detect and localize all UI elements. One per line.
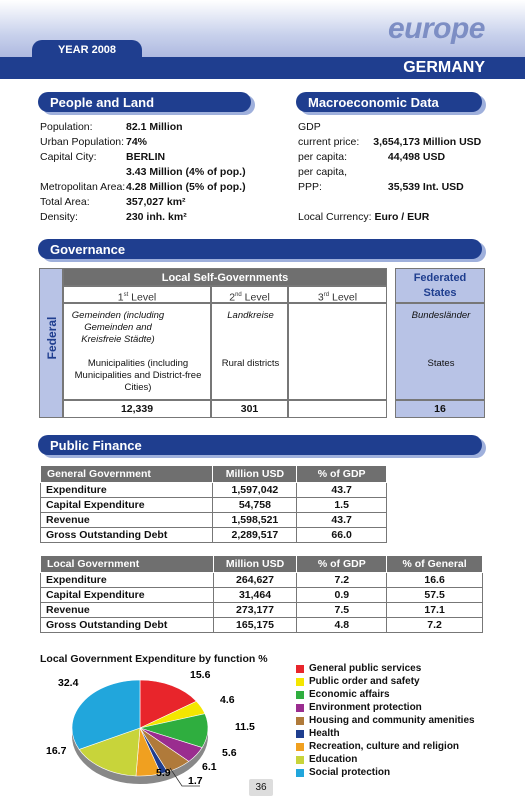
gdp-percap-unit: USD: [422, 151, 446, 163]
legend-item: [296, 701, 475, 714]
gdp-current-unit: Million USD: [422, 136, 482, 148]
capital-pop-value: 3.43 Million (4% of pop.): [126, 166, 246, 178]
density-label: Density:: [40, 211, 78, 223]
pie-data-label: 16.7: [46, 745, 67, 757]
legend-item: [296, 753, 475, 766]
region-title: europe: [387, 12, 485, 45]
legend-swatch: [296, 678, 304, 686]
level-2-header: 2nd Level: [211, 286, 288, 303]
density-value: 230 inh. km²: [126, 211, 187, 223]
lg-header-gdp: % of GDP: [297, 556, 387, 573]
level-1-local-name: Gemeinden (including Gemeinden and Kreisfreie Städte): [71, 310, 165, 345]
level-3-body: [288, 303, 387, 400]
local-government-table: [40, 555, 483, 633]
table-row: Gross Outstanding Debt 165,175 4.8 7.2: [41, 618, 483, 633]
legend-swatch: [296, 730, 304, 738]
chart-legend: [296, 662, 475, 779]
pie-data-label: 5.6: [222, 747, 237, 759]
legend-label: Economic affairs: [309, 689, 390, 700]
pop-value: 82.1 Million: [126, 121, 183, 133]
section-public-finance: Public Finance: [38, 435, 482, 455]
lg-header-general: % of General: [387, 556, 483, 573]
gdp-ppp-label: per capita, PPP:: [298, 166, 348, 193]
legend-label: Recreation, culture and religion: [309, 741, 460, 752]
area-value: 357,027 km²: [126, 196, 186, 208]
legend-item: [296, 727, 475, 740]
legend-label: Public order and safety: [309, 676, 420, 687]
gg-header-musd: Million USD: [213, 466, 297, 483]
capital-value: BERLIN: [126, 151, 166, 163]
pie-data-label: 11.5: [235, 721, 255, 733]
urban-value: 74%: [126, 136, 148, 148]
level-2-en-name: Rural districts: [221, 358, 280, 369]
fed-count: 16: [395, 400, 485, 418]
gdp-percap-label: per capita:: [298, 151, 348, 163]
urban-label: Urban Population:: [40, 136, 125, 148]
gdp-ppp-unit: Int. USD: [422, 181, 464, 193]
legend-label: General public services: [309, 663, 422, 674]
gdp-ppp-value: 35,539: [387, 181, 420, 193]
gdp-percap-value: 44,498: [387, 151, 420, 163]
table-header-row: [41, 556, 483, 573]
year-label: YEAR 2008: [57, 44, 117, 56]
federal-side-cell: [39, 268, 63, 418]
legend-swatch: [296, 756, 304, 764]
legend-swatch: [296, 665, 304, 673]
table-row: Capital Expenditure 31,464 0.9 57.5: [41, 588, 483, 603]
lg-header-name: Local Government: [41, 556, 214, 573]
capital-label: Capital City:: [40, 151, 97, 163]
table-row: Revenue 1,598,521 43.7: [41, 513, 387, 528]
legend-label: Health: [309, 728, 340, 739]
table-row: Capital Expenditure 54,758 1.5: [41, 498, 387, 513]
macro-list: [298, 120, 481, 225]
legend-label: Housing and community amenities: [309, 715, 475, 726]
level-3-count: [288, 400, 387, 418]
level-2-count: 301: [211, 400, 288, 418]
pop-label: Population:: [40, 121, 93, 133]
pie-data-label: 1.7: [188, 775, 203, 787]
metro-label: Metropolitan Area:: [40, 181, 126, 193]
gdp-current-label: current price:: [298, 136, 360, 148]
table-row: Revenue 273,177 7.5 17.1: [41, 603, 483, 618]
fed-local-name: Bundesländer: [411, 310, 471, 321]
lg-header-musd: Million USD: [213, 556, 297, 573]
legend-item: [296, 688, 475, 701]
people-land-list: [40, 120, 246, 225]
legend-item: [296, 766, 475, 779]
legend-swatch: [296, 769, 304, 777]
gg-header-name: General Government: [41, 466, 213, 483]
level-3-header: 3rd Level: [288, 286, 387, 303]
gdp-current-value: 3,654,173: [373, 136, 420, 148]
fed-en-name: States: [427, 358, 455, 369]
legend-swatch: [296, 691, 304, 699]
page-number: 36: [249, 779, 273, 796]
legend-item: [296, 662, 475, 675]
fed-states-header: Federated States: [395, 268, 485, 303]
governance-table: [39, 268, 485, 418]
gdp-label: GDP: [298, 121, 321, 133]
legend-swatch: [296, 743, 304, 751]
area-label: Total Area:: [40, 196, 90, 208]
federal-label: Federal: [45, 316, 59, 360]
level-1-body: [63, 303, 211, 400]
currency-label: Local Currency:: [298, 211, 372, 223]
pie-data-label: 32.4: [58, 677, 79, 689]
pie-data-label: 4.6: [220, 694, 235, 706]
general-government-table: [40, 465, 387, 543]
level-headers: [63, 286, 387, 303]
section-macro: Macroeconomic Data: [296, 92, 482, 112]
legend-item: [296, 675, 475, 688]
legend-label: Environment protection: [309, 702, 422, 713]
table-row: Gross Outstanding Debt 2,289,517 66.0: [41, 528, 387, 543]
level-1-count: 12,339: [63, 400, 211, 418]
legend-item: [296, 740, 475, 753]
fed-states-body: [395, 303, 485, 400]
gg-header-gdp: % of GDP: [297, 466, 387, 483]
table-header-row: [41, 466, 387, 483]
level-1-header: 1st Level: [63, 286, 211, 303]
pie-data-label: 6.1: [202, 761, 217, 773]
table-row: Expenditure 264,627 7.2 16.6: [41, 573, 483, 588]
legend-swatch: [296, 704, 304, 712]
legend-swatch: [296, 717, 304, 725]
section-people-land: People and Land: [38, 92, 251, 112]
section-governance: Governance: [38, 239, 482, 259]
currency-value: Euro / EUR: [374, 211, 430, 223]
chart-title: Local Government Expenditure by function %: [40, 653, 268, 665]
metro-value: 4.28 Million (5% of pop.): [126, 181, 246, 193]
country-title: GERMANY: [403, 59, 485, 76]
lsg-header: Local Self-Governments: [63, 268, 387, 286]
level-2-body: [211, 303, 288, 400]
level-2-local-name: Landkreise: [227, 310, 274, 321]
table-row: Expenditure 1,597,042 43.7: [41, 483, 387, 498]
level-1-en-name: Municipalities (including Municipalities and District-free Cities): [74, 358, 202, 393]
legend-item: [296, 714, 475, 727]
pie-data-label: 15.6: [190, 669, 211, 681]
legend-label: Social protection: [309, 767, 391, 778]
pie-data-label: 5.9: [156, 767, 171, 779]
legend-label: Education: [309, 754, 358, 765]
